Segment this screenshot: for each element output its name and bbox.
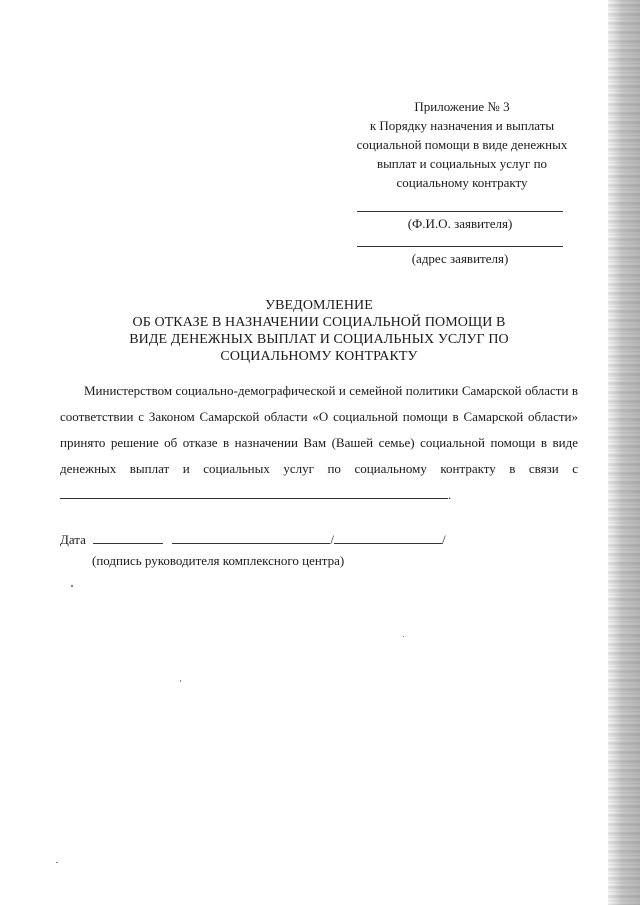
date-blank — [93, 529, 163, 544]
appendix-line: к Порядку назначения и выплаты — [369, 118, 555, 133]
scan-speck — [56, 862, 58, 863]
signature-blank — [172, 529, 330, 544]
scan-speck — [403, 636, 404, 637]
date-closing: / — [442, 532, 446, 547]
title-line: ОБ ОТКАЗЕ В НАЗНАЧЕНИИ СОЦИАЛЬНОЙ ПОМОЩИ В — [132, 315, 506, 330]
scan-speck — [71, 585, 73, 587]
date-separator: / — [330, 532, 335, 547]
date-row — [60, 529, 446, 549]
appendix-header — [330, 97, 594, 192]
title-line: ВИДЕ ДЕНЕЖНЫХ ВЫПЛАТ И СОЦИАЛЬНЫХ УСЛУГ ПО — [129, 332, 509, 347]
scan-speck — [180, 680, 181, 682]
body-end-punct: . — [448, 487, 452, 502]
document-title — [60, 297, 578, 365]
date-label: Дата — [60, 532, 86, 547]
title-line: УВЕДОМЛЕНИЕ — [265, 298, 373, 313]
scan-edge — [608, 0, 640, 905]
applicant-address-line — [357, 246, 563, 247]
appendix-line: социальному контракту — [396, 175, 528, 190]
reason-blank — [60, 484, 448, 499]
notification-body — [60, 378, 578, 508]
title-line: СОЦИАЛЬНОМУ КОНТРАКТУ — [220, 349, 418, 364]
body-text: Министерством социально-демографической и семейной политики Самарской области в соответствии с Законом Самарской области «О социальной помощи в Самарской области» принято решение об отказе в назначении Вам (Вашей семье) социальной помощи в виде денежных выплат и социальных услуг по социальному контракту в связи с — [60, 383, 578, 476]
applicant-name-caption: (Ф.И.О. заявителя) — [407, 216, 513, 231]
appendix-number: Приложение № 3 — [414, 99, 510, 114]
name-blank — [334, 529, 442, 544]
appendix-line: социальной помощи в виде денежных — [356, 137, 568, 152]
applicant-address-caption: (адрес заявителя) — [411, 251, 509, 266]
appendix-line: выплат и социальных услуг по — [376, 156, 548, 171]
signature-caption: (подпись руководителя комплексного центра) — [92, 553, 345, 568]
applicant-name-line — [357, 211, 563, 212]
